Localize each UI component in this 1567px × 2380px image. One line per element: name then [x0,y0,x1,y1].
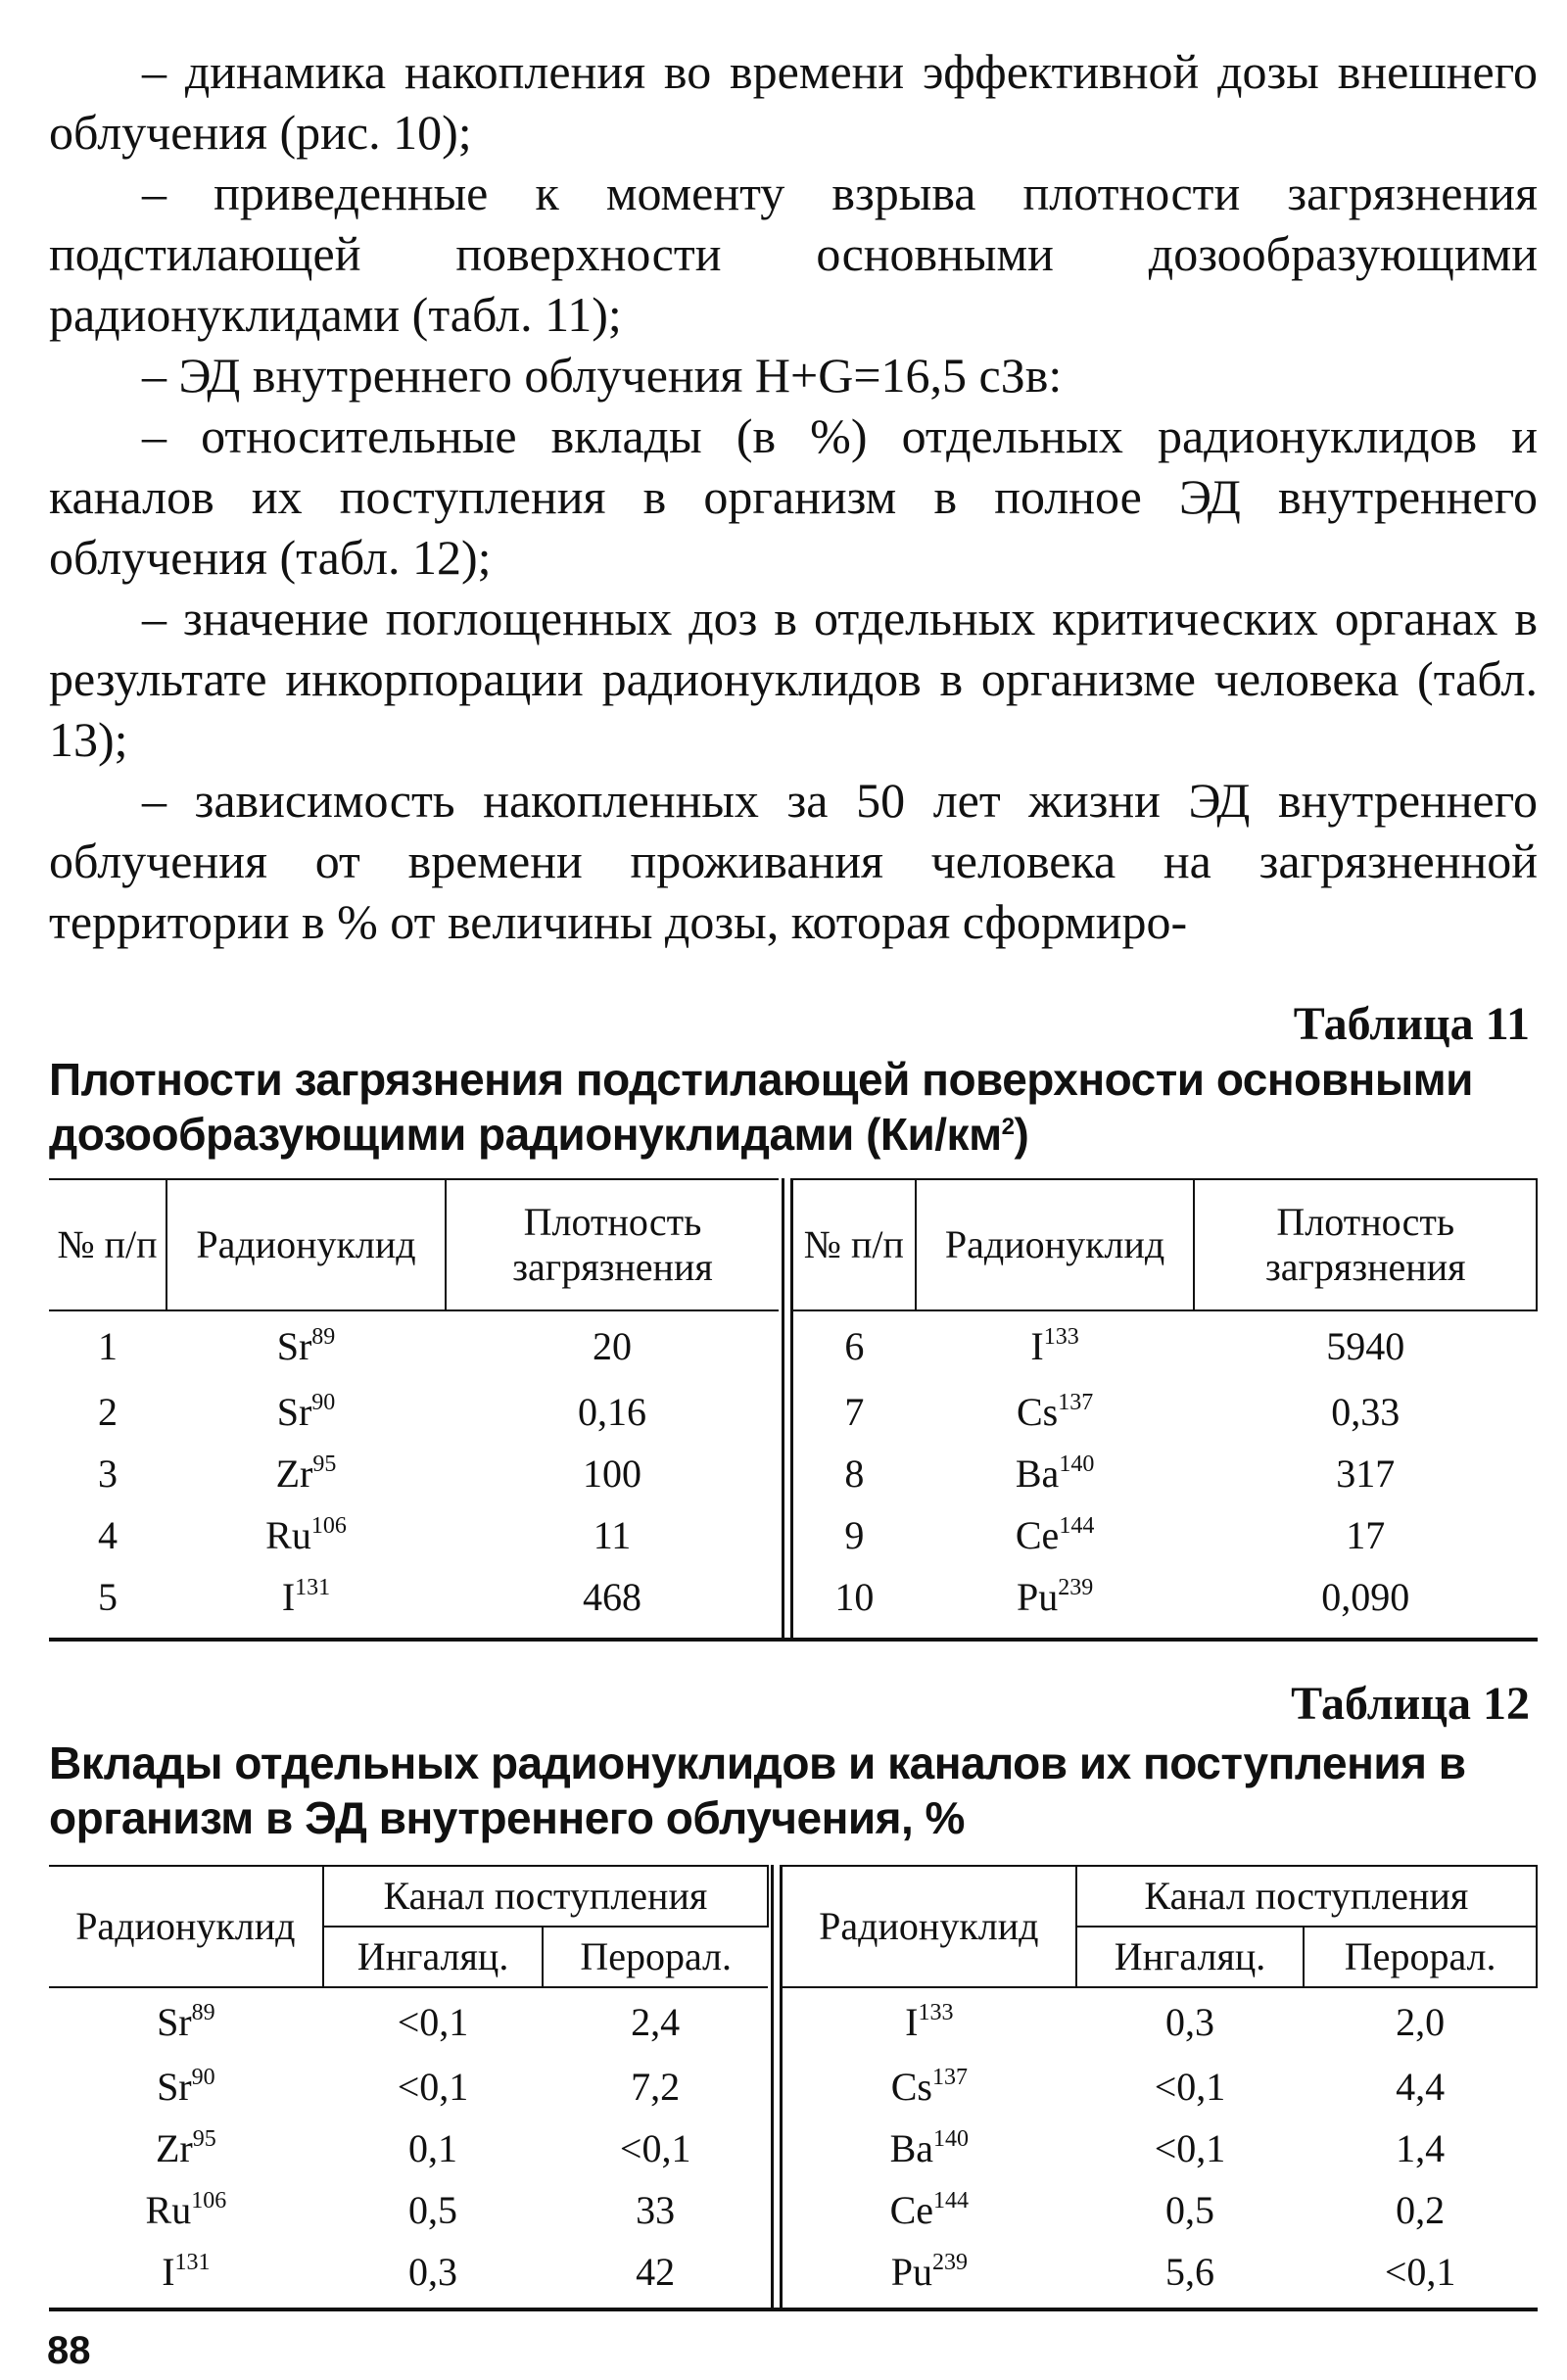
density-value: 468 [583,1575,641,1619]
column-header-inhal: Ингаляц. [323,1927,544,1987]
oral-value: 33 [636,2188,676,2232]
density-value: 0,33 [1331,1390,1401,1434]
table-11-title: Плотности загрязнения подстилающей поверхности основными дозообразующими радионуклидами $(Ки/км^2)$ [49,1054,1473,1160]
table-row [793,1504,1537,1566]
nuclide-symbol: Sr [157,2065,192,2109]
nuclide-cell [916,1504,1195,1566]
table-12-separator [771,1865,783,2309]
oral-value: 7,2 [631,2065,681,2109]
nuclide-cell [783,2056,1076,2118]
oral-value: <0,1 [619,2126,691,2170]
table-row [793,1566,1537,1628]
oral-value: 0,2 [1396,2188,1446,2232]
mass-number: 137 [1058,1390,1094,1415]
column-header-oral: Перорал. [1304,1927,1537,1987]
table-row [793,1381,1537,1443]
density-value: 5940 [1326,1324,1405,1368]
oral-value: 2,0 [1396,2000,1446,2044]
column-header-density: Плотность загрязнения [446,1179,779,1310]
nuclide-symbol: Cs [1016,1390,1059,1434]
paragraph: – динамика накопления во времени эффективной дозы внешнего облучения (рис. 10); [49,44,1538,160]
paragraph: – зависимость накопленных за 50 лет жизни ЭД внутреннего облучения от времени проживания человека на загрязненной территории в % от величины дозы, которая сформиро- [49,773,1538,949]
row-number: 8 [844,1452,865,1496]
inhal-value: 0,5 [408,2188,458,2232]
nuclide-cell [916,1443,1195,1504]
table-row [783,2056,1537,2118]
column-header-nuclide: Радионуклид [783,1866,1076,1987]
row-number: 9 [844,1513,865,1557]
nuclide-cell [166,1443,446,1504]
oral-value: 42 [636,2250,676,2294]
nuclide-symbol: Ba [1015,1452,1060,1496]
column-header-nuclide: Радионуклид [916,1179,1195,1310]
nuclide-cell [783,2179,1076,2241]
density-value: 100 [583,1452,641,1496]
nuclide-symbol: Pu [1016,1575,1059,1619]
column-header-num: № п/п [49,1179,166,1310]
column-header-nuclide: Радионуклид [166,1179,446,1310]
table-row [49,1987,768,2056]
table-row [49,2118,768,2179]
nuclide-cell [166,1504,446,1566]
nuclide-cell [783,2241,1076,2303]
paragraph: – приведенные к моменту взрыва плотности загрязнения подстилающей поверхности основными дозообразующими радионуклидами (табл. 11); [49,166,1538,342]
mass-number: 144 [933,2188,970,2213]
column-header-nuclide: Радионуклид [49,1866,323,1987]
mass-number: 95 [312,1452,337,1477]
oral-value: <0,1 [1384,2250,1456,2294]
table-11-caption: Таблица 11 [1293,998,1530,1050]
nuclide-symbol: Pu [890,2250,932,2294]
density-value: 0,16 [578,1390,646,1434]
column-header-oral: Перорал. [543,1927,768,1987]
inhal-value: 0,3 [408,2250,458,2294]
nuclide-symbol: Ru [145,2188,192,2232]
table-row [783,2241,1537,2303]
mass-number: 133 [918,2000,954,2025]
mass-number: 89 [311,1324,336,1350]
inhal-value: <0,1 [397,2065,469,2109]
density-value: 20 [593,1324,632,1368]
nuclide-symbol: I [1030,1324,1044,1368]
table-row [49,2241,768,2303]
nuclide-cell [49,2241,323,2303]
nuclide-cell [49,2118,323,2179]
mass-number: 144 [1059,1513,1095,1539]
table-row [49,2056,768,2118]
row-number: 5 [98,1575,118,1619]
density-value: 0,090 [1321,1575,1410,1619]
mass-number: 95 [192,2126,216,2152]
row-number: 4 [98,1513,118,1557]
mass-number: 239 [931,2250,968,2275]
nuclide-symbol: Sr [276,1324,312,1368]
nuclide-cell [49,2179,323,2241]
mass-number: 106 [310,1513,347,1539]
table-row [793,1443,1537,1504]
column-header-num: № п/п [793,1179,916,1310]
table-11-left [49,1178,779,1628]
inhal-value: <0,1 [1154,2065,1226,2109]
nuclide-symbol: I [281,1575,296,1619]
table-row [49,1504,779,1566]
table-row [793,1310,1537,1381]
density-value: 317 [1336,1452,1396,1496]
table-12-right [783,1865,1538,2303]
oral-value: 2,4 [631,2000,681,2044]
nuclide-cell [916,1381,1195,1443]
row-number: 10 [834,1575,875,1619]
inhal-value: 0,3 [1165,2000,1214,2044]
nuclide-cell [166,1310,446,1381]
table-11-separator [782,1178,793,1639]
row-number: 1 [98,1324,118,1368]
table-12-left [49,1865,769,2303]
nuclide-symbol: I [905,2000,919,2044]
row-number: 6 [844,1324,865,1368]
table-11-right [793,1178,1538,1628]
density-value: 11 [593,1513,632,1557]
mass-number: 140 [1059,1452,1095,1477]
inhal-value: 5,6 [1165,2250,1214,2294]
page-number: 88 [47,2329,91,2372]
inhal-value: <0,1 [397,2000,469,2044]
table-row [49,1566,779,1628]
nuclide-symbol: Ce [889,2188,934,2232]
inhal-value: <0,1 [1154,2126,1226,2170]
nuclide-cell [166,1566,446,1628]
mass-number: 239 [1058,1575,1094,1600]
nuclide-cell [166,1381,446,1443]
table-11-bottom-rule [49,1638,1538,1642]
mass-number: 90 [311,1390,336,1415]
density-value: 17 [1346,1513,1386,1557]
table-12-title: Вклады отдельных радионуклидов и каналов их поступления в организм в ЭД внутреннего облучения, % [49,1737,1466,1843]
nuclide-symbol: Zr [275,1452,313,1496]
table-row [49,1310,779,1381]
table-row [49,1443,779,1504]
mass-number: 90 [191,2065,215,2090]
nuclide-cell [783,1987,1076,2056]
row-number: 3 [98,1452,118,1496]
table-row [783,1987,1537,2056]
mass-number: 131 [174,2250,211,2275]
column-header-density: Плотность загрязнения [1194,1179,1537,1310]
nuclide-cell [49,2056,323,2118]
paragraph: – ЭД внутреннего облучения H+G=16,5 сЗв: [142,348,1063,403]
mass-number: 89 [191,2000,215,2025]
nuclide-symbol: Sr [157,2000,192,2044]
mass-number: 140 [933,2126,970,2152]
mass-number: 131 [295,1575,331,1600]
mass-number: 137 [931,2065,968,2090]
mass-number: 133 [1043,1324,1079,1350]
column-header-channel: Канал поступления [323,1866,768,1927]
table-12-caption: Таблица 12 [1291,1678,1530,1730]
table-row [783,2118,1537,2179]
nuclide-symbol: Zr [155,2126,193,2170]
row-number: 7 [844,1390,865,1434]
nuclide-cell [783,2118,1076,2179]
nuclide-symbol: Ce [1015,1513,1060,1557]
paragraph: – относительные вклады (в %) отдельных радионуклидов и каналов их поступления в организм в полное ЭД внутреннего облучения (табл. 12); [49,408,1538,585]
column-header-inhal: Ингаляц. [1076,1927,1305,1987]
inhal-value: 0,1 [408,2126,458,2170]
nuclide-cell [916,1310,1195,1381]
nuclide-symbol: I [162,2250,175,2294]
inhal-value: 0,5 [1165,2188,1214,2232]
nuclide-cell [49,1987,323,2056]
nuclide-symbol: Ru [265,1513,311,1557]
mass-number: 106 [191,2188,227,2213]
table-row [783,2179,1537,2241]
oral-value: 4,4 [1396,2065,1446,2109]
table-row [49,2179,768,2241]
row-number: 2 [98,1390,118,1434]
table-12-bottom-rule [49,2308,1538,2311]
nuclide-symbol: Ba [889,2126,934,2170]
nuclide-symbol: Sr [276,1390,312,1434]
paragraph: – значение поглощенных доз в отдельных критических органах в результате инкорпорации радионуклидов в организме человека (табл. 13); [49,591,1538,767]
nuclide-cell [916,1566,1195,1628]
table-row [49,1381,779,1443]
column-header-channel: Канал поступления [1076,1866,1537,1927]
nuclide-symbol: Cs [890,2065,932,2109]
oral-value: 1,4 [1396,2126,1446,2170]
